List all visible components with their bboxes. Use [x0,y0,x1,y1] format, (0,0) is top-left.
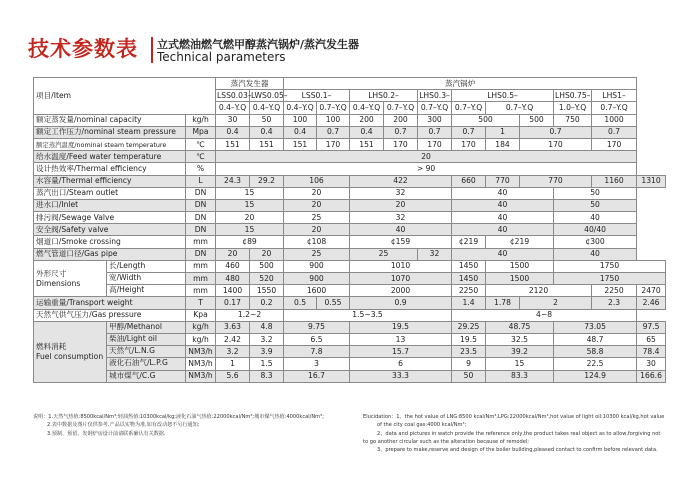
model-grade: 0.4–Y.Q [216,102,250,114]
table-cell: 106 [284,175,350,187]
table-cell: 170 [317,138,350,150]
table-cell: 0.55 [317,297,350,309]
row-label: 水容量/Thermal efficiency [34,175,186,187]
table-row [34,248,666,260]
table-cell: ¢159 [350,236,452,248]
note-line: to go another circular such as the alteration because of remodel; [363,438,530,445]
table-cell: 2.46 [637,297,666,309]
table-cell: 30 [637,358,666,370]
table-row [34,187,666,199]
dimensions-group [34,260,186,297]
table-cell: 20 [350,199,452,211]
table-cell: 1450 [452,260,486,272]
table-cell: 0.7 [592,126,637,138]
dimensions-label-en: Dimensions [36,278,81,288]
model-name: LHS0.3– [418,90,452,102]
table-cell: 97.5 [637,321,666,333]
table-cell: 15 [216,199,284,211]
row-unit: L [186,175,216,187]
row-label: 甲醇/Methanol [107,322,185,334]
table-cell: 200 [384,114,418,126]
table-cell: 4.8 [250,321,284,333]
row-label: 燃气管道口径/Gas pipe [34,248,186,260]
table-cell: 3 [284,358,350,370]
table-cell: 48.75 [486,321,554,333]
row-unit: DN [186,199,216,211]
table-cell: 9.75 [284,321,350,333]
table-cell: 2120 [486,285,592,297]
table-cell: 40 [554,212,637,224]
table-cell: 170 [384,138,418,150]
table-row [34,224,666,236]
table-row [34,297,666,309]
table-cell: 20 [216,212,284,224]
table-cell: 50 [554,199,637,211]
table-cell: 200 [350,114,384,126]
fuel-label-cn: 燃料消耗 [36,341,67,351]
row-unit: mm [186,260,216,272]
table-cell: ¢219 [452,236,486,248]
table-cell: 2250 [452,285,486,297]
table-cell: 1500 [486,273,554,285]
table-cell: 1500 [486,260,554,272]
row-unit: kg/h [186,333,216,345]
row-unit: ℃ [186,138,216,150]
table-cell: 0.7 [520,126,592,138]
table-cell: 40 [452,224,554,236]
table-cell: 1160 [592,175,637,187]
table-cell: 20 [216,248,250,260]
table-cell: 3.2 [250,333,284,345]
table-cell: 40 [350,224,452,236]
page-subtitle: 立式燃油燃气燃甲醇蒸汽锅炉/蒸汽发生器 [157,38,360,51]
table-cell: 0.4 [350,126,384,138]
table-cell: 1 [486,126,520,138]
group-boiler: 蒸汽锅炉 [284,78,637,90]
page-subtitle-en: Technical parameters [157,50,286,64]
table-cell: 7.8 [284,346,350,358]
table-cell: 1550 [250,285,284,297]
row-label: 烟道口/Smoke crossing [34,236,186,248]
table-cell: 83.3 [486,370,554,382]
table-cell: 151 [350,138,384,150]
table-cell: 40 [452,199,554,211]
table-cell: 1750 [554,260,666,272]
row-unit: mm [186,236,216,248]
table-cell: 9 [452,358,486,370]
table-cell: 2 [520,297,592,309]
table-cell: 29.25 [452,321,486,333]
table-cell: 422 [350,175,452,187]
row-unit: Kpa [186,309,216,321]
table-cell: 1.5~3.5 [284,309,452,321]
model-name: LHS0.75– [554,90,592,102]
table-cell: 32 [418,248,452,260]
table-cell: 33.3 [350,370,452,382]
table-cell: 166.6 [637,370,666,382]
table-row [34,212,666,224]
table-cell: 0.7 [418,126,452,138]
table-row [34,236,666,248]
table-cell: 1.78 [486,297,520,309]
row-unit: NM3/h [186,346,216,358]
group-generator: 蒸汽发生器 [216,78,284,90]
model-grade: 0.7–Y.Q [384,102,418,114]
table-cell: 1450 [452,273,486,285]
model-name: LSS0.03– [216,90,250,102]
model-grade: 0.7–Y.Q [317,102,350,114]
table-cell: 2.3 [592,297,637,309]
row-label: 给水温度/Feed water temperature [34,151,186,163]
model-name: LHS0.2– [350,90,418,102]
dimensions-label-cn: 外形尺寸 [36,268,67,278]
table-cell: 151 [284,138,317,150]
row-label: 蒸汽出口/Steam outlet [34,187,186,199]
table-cell: 40 [452,187,554,199]
table-cell: 170 [592,138,637,150]
table-cell: 25 [284,212,350,224]
parameter-table [33,77,666,383]
table-cell: 5.6 [216,370,250,382]
table-row [34,260,666,272]
row-unit: mm [186,273,216,285]
table-cell: 460 [216,260,250,272]
table-cell: 151 [250,138,284,150]
table-cell: 73.05 [554,321,637,333]
row-unit: mm [186,285,216,297]
table-cell: 1600 [284,285,350,297]
model-grade: 0.7–Y.Q [418,102,452,114]
row-label: 柴油/Light oil [107,334,185,346]
table-row [34,175,666,187]
table-cell: 6.5 [284,333,350,345]
table-cell: 50 [250,114,284,126]
model-name: LHS1– [592,90,637,102]
table-cell: 78.4 [637,346,666,358]
table-cell: 22.5 [554,358,637,370]
model-grade: 0.7–Y.Q [452,102,486,114]
table-cell: 1750 [554,273,666,285]
table-cell: 3.63 [216,321,250,333]
table-cell: 151 [216,138,250,150]
notes-en [363,413,664,454]
table-cell: 900 [284,260,350,272]
table-cell: 20 [284,199,350,211]
table-cell: 0.17 [216,297,250,309]
table-cell: 32 [350,212,452,224]
table-cell: 32.5 [486,333,554,345]
table-cell: 750 [554,114,592,126]
row-label: 高/Height [109,285,145,295]
table-cell: ¢219 [486,236,554,248]
table-cell: 6 [350,358,452,370]
row-label: 宽/Width [107,273,185,285]
table-cell: 1400 [216,285,250,297]
row-label: 天然气/L.N.G [107,346,185,358]
note-line: of the city coal gas:4000 kcal/Nm³; [377,422,467,429]
table-cell: 1.2~2 [216,309,284,321]
row-label: 液化石油气/L.P.G [107,358,185,370]
table-row [34,114,666,126]
row-label: 排污阀/Sewage Valve [34,212,186,224]
table-cell: 100 [317,114,350,126]
table-cell: 2470 [637,285,666,297]
table-cell: 40 [452,212,554,224]
model-grade: 0.4–Y.Q [350,102,384,114]
row-label: 进水口/Inlet [34,199,186,211]
row-label: 长/Length [107,261,185,273]
table-cell: 500 [452,114,520,126]
row-unit: T [186,297,216,309]
model-grade: 0.4–Y.Q [250,102,284,114]
table-cell: > 90 [216,163,637,175]
table-cell: 0.7 [317,126,350,138]
table-cell: 2.42 [216,333,250,345]
table-cell: 170 [418,138,452,150]
table-cell: 39.2 [486,346,554,358]
note-line: Elucidation：1、the hot value of LNG:8500 kcal/Nm³,LPG:22000kcal/Nm³,hot value of light oil:10300 kcal/kg,hot value [363,414,665,420]
table-cell: 25 [284,248,350,260]
row-unit: kg/h [186,114,216,126]
table-cell: 1000 [592,114,637,126]
table-cell: 65 [637,333,666,345]
table-cell: 20 [216,151,637,163]
table-row [34,138,666,150]
model-grade: 0.7–Y.Q [486,102,554,114]
table-cell: 3.9 [250,346,284,358]
model-name: LWS0.05– [250,90,284,102]
table-cell: 15 [486,358,554,370]
table-cell: 500 [520,114,554,126]
table-cell: 770 [486,175,520,187]
model-grade: 0.7–Y.Q [592,102,637,114]
row-unit: DN [186,248,216,260]
table-cell: 124.9 [554,370,637,382]
table-cell: ¢300 [554,236,637,248]
note-line: 3.预制、预留、发钢炉房设计前请联系确认有关数据. [47,430,166,437]
table-cell: 170 [452,138,486,150]
page-title: 技术参数表 [28,37,138,61]
table-cell: 1010 [350,260,452,272]
table-cell: 20 [284,187,350,199]
table-cell: 770 [520,175,592,187]
table-cell: 50 [452,370,486,382]
row-unit: ℃ [186,151,216,163]
row-unit: DN [186,224,216,236]
row-label: 天然气供气压力/Gas pressure [34,309,186,321]
model-grade: 1.0–Y.Q [554,102,592,114]
table-cell: 30 [216,114,250,126]
table-cell: 1070 [350,273,452,285]
table-cell: 3.2 [216,346,250,358]
item-header: 项目/Item [34,78,216,115]
header-row-groups [34,78,666,90]
table-cell: 0.2 [250,297,284,309]
fuel-label-en: Fuel consumption [36,351,104,361]
table-cell: 8.3 [250,370,284,382]
note-line: 说明：1.天然气热值:8500kcal/Nm³;轻油热值:10300kcal/kg;液化石油气热值:22000kcal/Nm³;城市煤气热值:4000kcal/Nm³; [33,414,324,420]
table-cell: 0.4 [216,126,250,138]
table-cell: 0.4 [250,126,284,138]
table-cell: 4~8 [452,309,637,321]
table-cell: 40 [452,248,554,260]
table-cell: 15 [216,187,284,199]
table-row [34,126,666,138]
table-cell: 15.7 [350,346,452,358]
note-line: 3、prepare to make,reserve and design of the boiler building,pleased contact to confirm before relevant data. [377,447,658,454]
table-cell: 40/40 [554,224,637,236]
table-cell: 23.5 [452,346,486,358]
table-cell: 1310 [637,175,666,187]
notes-cn [33,413,324,438]
table-cell: 13 [350,333,452,345]
table-cell: 19.5 [350,321,452,333]
fuel-consumption-group [34,321,186,382]
table-row [34,199,666,211]
table-cell: 480 [216,273,250,285]
table-cell: 20 [250,248,284,260]
row-label: 设计热效率/Thermal efficiency [34,163,186,175]
table-cell: 0.4 [284,126,317,138]
table-cell: ¢89 [216,236,284,248]
table-cell: 520 [250,273,284,285]
table-cell: 16.7 [284,370,350,382]
row-unit: % [186,163,216,175]
table-row [34,151,666,163]
title-divider [151,37,153,63]
row-unit: DN [186,187,216,199]
table-cell: 50 [554,187,637,199]
row-unit: Mpa [186,126,216,138]
table-cell: 29.2 [250,175,284,187]
note-line: 2、data and pictures in watch provide the reference only,the product takes real object as to allow,forgiving not [377,430,661,437]
note-line: 2.表中数据及图片仅供参考,产品以实物为准,如有改动恕不另行通知; [47,422,200,429]
model-name: LSS0.1– [284,90,350,102]
table-cell: 15 [216,224,284,236]
table-cell: 500 [250,260,284,272]
table-cell: 58.8 [554,346,637,358]
table-cell: 900 [284,273,350,285]
table-cell: 170 [520,138,592,150]
row-label: 额定蒸汽温度/nominal steam temperature [34,138,186,150]
row-label: 安全阀/Safety valve [34,224,186,236]
table-cell: 660 [452,175,486,187]
table-cell: 100 [284,114,317,126]
table-cell: 184 [486,138,520,150]
table-cell: 2000 [350,285,452,297]
model-grade: 0.4–Y.Q [284,102,317,114]
table-cell: ¢108 [284,236,350,248]
table-cell: 40 [554,248,637,260]
table-cell: 0.9 [350,297,452,309]
table-cell: 0.5 [284,297,317,309]
table-cell: 19.5 [452,333,486,345]
row-unit: kg/h [186,321,216,333]
table-cell: 32 [350,187,452,199]
row-label: 运输重量/Transport weight [34,297,186,309]
table-cell: 25 [350,248,418,260]
table-row [34,321,666,333]
table-cell: 20 [284,224,350,236]
table-cell: 0.7 [384,126,418,138]
row-unit: NM3/h [186,358,216,370]
table-row [34,309,666,321]
table-cell: 300 [418,114,452,126]
table-cell: 1 [216,358,250,370]
table-cell: 2250 [592,285,637,297]
table-cell: 24.3 [216,175,250,187]
table-cell: 1.4 [452,297,486,309]
model-name: LHS0.5– [452,90,554,102]
row-label: 城市煤气/C.G [109,370,156,380]
row-label: 额定工作压力/nominal steam pressure [34,126,186,138]
page-header [0,0,700,76]
table-cell: 48.7 [554,333,637,345]
table-cell: 0.7 [452,126,486,138]
table-row [34,163,666,175]
row-unit: NM3/h [186,370,216,382]
row-label: 额定蒸发量/nominal capacity [34,114,186,126]
row-unit: DN [186,212,216,224]
table-cell: 1.5 [250,358,284,370]
